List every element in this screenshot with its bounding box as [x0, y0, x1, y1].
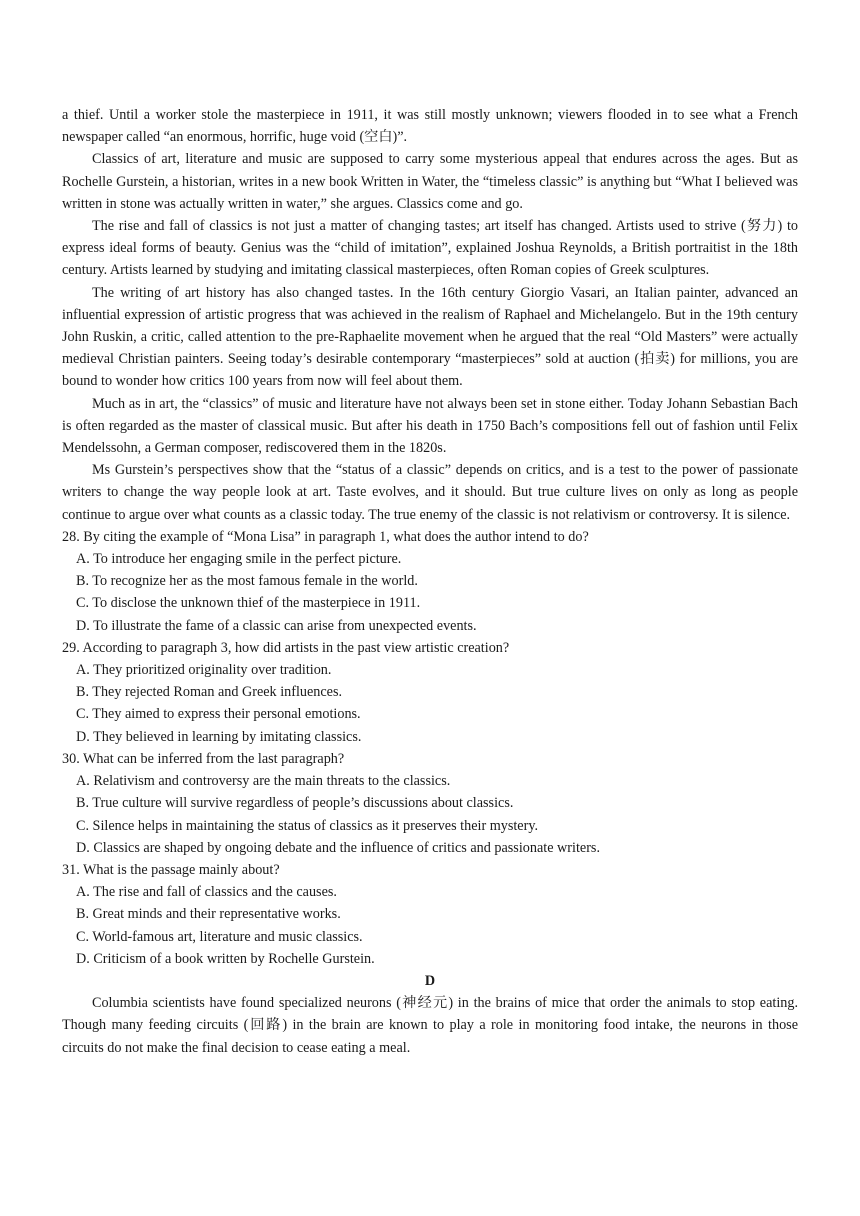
passage-c-paragraph-2: Classics of art, literature and music are supposed to carry some mysterious appeal that endures across the ages. But as Rochelle Gurstein, a historian, writes in a new book Written in Water, the “timeless classic” is anything but “What I believed was written in stone was actually written in water,” she argues. Classics come and go. — [62, 151, 798, 212]
passage-c-paragraph-1: a thief. Until a worker stole the masterpiece in 1911, it was still mostly unknown; viewers flooded in to see what a French newspaper called “an enormous, horrific, huge void (空白)”. — [62, 107, 798, 146]
question-stem: 31. What is the passage mainly about? — [62, 861, 280, 878]
option-a: A. Relativism and controversy are the main threats to the classics. — [76, 773, 451, 790]
option-b: B. To recognize her as the most famous female in the world. — [76, 573, 418, 590]
option-d: D. Classics are shaped by ongoing debate and the influence of critics and passionate writers. — [76, 839, 600, 856]
question-31 — [62, 859, 798, 970]
question-stem: 30. What can be inferred from the last paragraph? — [62, 750, 345, 767]
question-stem: 28. By citing the example of “Mona Lisa” in paragraph 1, what does the author intend to do? — [62, 528, 589, 545]
question-29 — [62, 637, 798, 748]
option-d: D. Criticism of a book written by Rochelle Gurstein. — [76, 950, 375, 967]
option-a: A. They prioritized originality over tradition. — [76, 662, 332, 679]
question-28 — [62, 526, 798, 637]
page-content — [62, 104, 798, 1059]
option-c: C. World-famous art, literature and music classics. — [76, 928, 363, 945]
option-b: B. They rejected Roman and Greek influences. — [76, 684, 343, 701]
option-c: C. Silence helps in maintaining the status of classics as it preserves their mystery. — [76, 817, 539, 834]
option-c: C. They aimed to express their personal emotions. — [76, 706, 361, 723]
option-b: B. Great minds and their representative works. — [76, 906, 341, 923]
option-d: D. They believed in learning by imitating classics. — [76, 728, 362, 745]
passage-d-title: D — [424, 972, 436, 989]
passage-c-paragraph-6: Ms Gurstein’s perspectives show that the “status of a classic” depends on critics, and is a test to the power of passionate writers to change the way people look at art. Taste evolves, and it should. But true culture lives on only as long as people continue to argue over what counts as a classic today. The true enemy of the classic is not relativism or controversy. It is silence. — [62, 462, 798, 523]
passage-c-paragraph-5: Much as in art, the “classics” of music and literature have not always been set in stone either. Today Johann Sebastian Bach is often regarded as the master of classical music. But after his death in 1750 Bach’s compositions fell out of fashion until Felix Mendelssohn, a German composer, rediscovered them in the 1820s. — [62, 395, 798, 457]
passage-d-paragraph-1: Columbia scientists have found specialized neurons (神经元) in the brains of mice that order the animals to stop eating. Though many feeding circuits (回路) in the brain are known to play a role in monitoring food intake, the neurons in those circuits do not make the final decision to cease eating a meal. — [62, 995, 798, 1056]
option-a: A. To introduce her engaging smile in the perfect picture. — [76, 551, 402, 568]
option-c: C. To disclose the unknown thief of the masterpiece in 1911. — [76, 595, 421, 612]
question-stem: 29. According to paragraph 3, how did artists in the past view artistic creation? — [62, 639, 510, 656]
option-b: B. True culture will survive regardless of people’s discussions about classics. — [76, 795, 514, 812]
option-d: D. To illustrate the fame of a classic can arise from unexpected events. — [76, 617, 477, 634]
question-30 — [62, 748, 798, 859]
passage-c-paragraph-4: The writing of art history has also changed tastes. In the 16th century Giorgio Vasari, an Italian painter, advanced an influential expression of artistic progress that was achieved in the realism of Raphael and Michelangelo. But in the 19th century John Ruskin, a critic, called attention to the pre-Raphaelite movement when he argued that the real “Old Masters” were actually medieval Christian painters. Seeing today’s desirable contemporary “masterpieces” sold at auction (拍卖) for millions, you are bound to wonder how critics 100 years from now will feel about them. — [62, 284, 798, 390]
option-a: A. The rise and fall of classics and the causes. — [76, 884, 337, 901]
passage-c-paragraph-3: The rise and fall of classics is not just a matter of changing tastes; art itself has changed. Artists used to strive (努力) to express ideal forms of beauty. Genius was the “child of imitation”, explained Joshua Reynolds, a British portraitist in the 18th century. Artists learned by studying and imitating classical masterpieces, often Roman copies of Greek sculptures. — [62, 218, 798, 279]
